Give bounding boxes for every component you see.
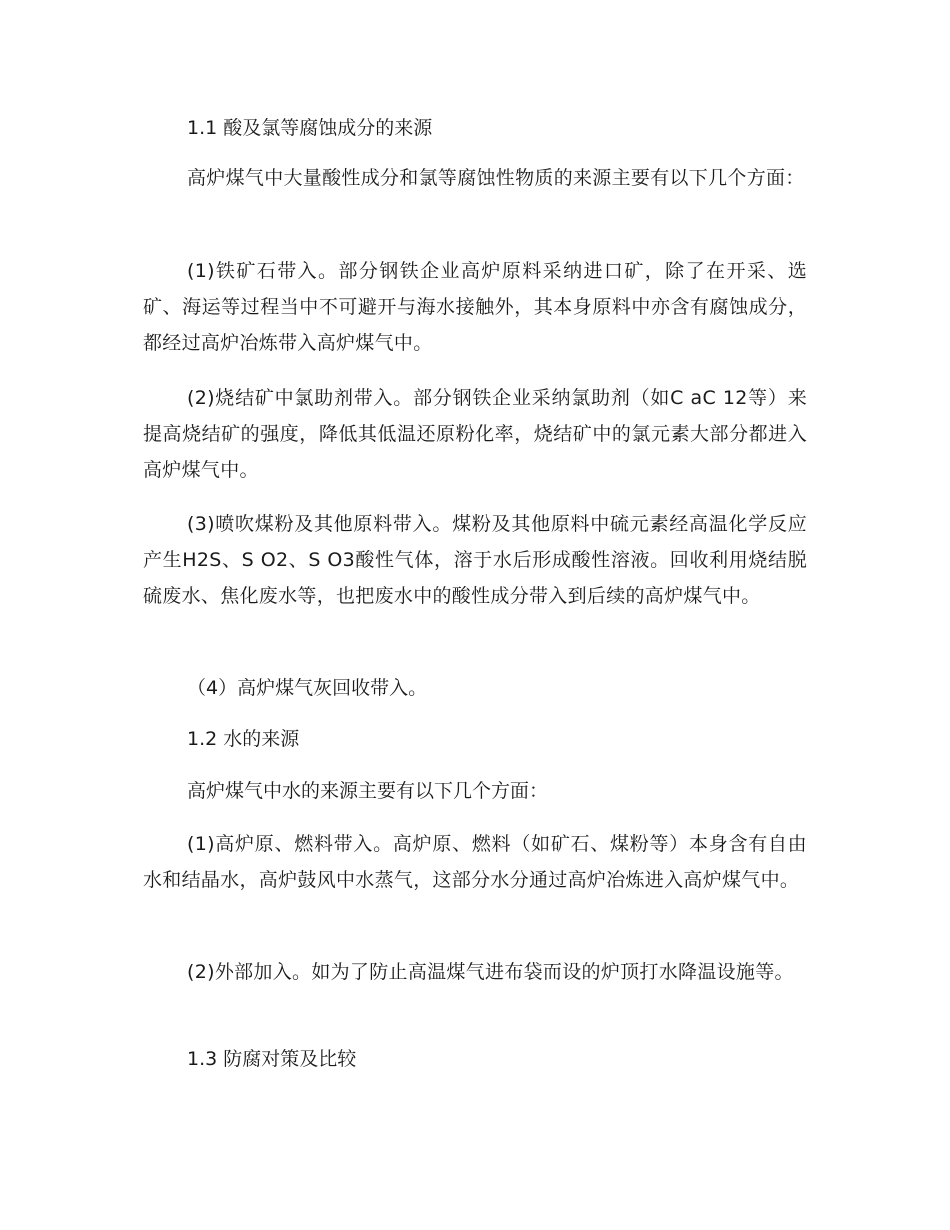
section-1-1-item-3-paragraph: (3)喷吹煤粉及其他原料带入。煤粉及其他原料中硫元素经高温化学反应产生H2S、S O2、S O3酸性气体，溶于水后形成酸性溶液。回收利用烧结脱硫废水、焦化废水等，也把废水中的酸性成分带入到后续的高炉煤气中。 <box>143 513 807 607</box>
section-1-3-heading: 1.3 防腐对策及比较 <box>187 1048 357 1070</box>
section-1-1-intro-paragraph: 高炉煤气中大量酸性成分和氯等腐蚀性物质的来源主要有以下几个方面： <box>187 167 805 189</box>
section-1-1-heading: 1.1 酸及氯等腐蚀成分的来源 <box>187 117 433 139</box>
section-1-2-intro-paragraph: 高炉煤气中水的来源主要有以下几个方面： <box>187 780 549 802</box>
section-1-1-item-1-paragraph: (1)铁矿石带入。部分钢铁企业高炉原料采纳进口矿，除了在开采、选矿、海运等过程当中不可避开与海水接触外，其本身原料中亦含有腐蚀成分，都经过高炉冶炼带入高炉煤气中。 <box>143 260 807 354</box>
section-1-1-item-2-paragraph: (2)烧结矿中氯助剂带入。部分钢铁企业采纳氯助剂（如C aC 12等）来提高烧结矿的强度，降低其低温还原粉化率，烧结矿中的氯元素大部分都进入高炉煤气中。 <box>143 387 807 481</box>
section-1-2-item-2-paragraph: (2)外部加入。如为了防止高温煤气进布袋而设的炉顶打水降温设施等。 <box>187 961 794 983</box>
section-1-1-item-4-paragraph: （4）高炉煤气灰回收带入。 <box>187 677 428 699</box>
section-1-2-heading: 1.2 水的来源 <box>187 728 300 750</box>
section-1-2-item-1-paragraph: (1)高炉原、燃料带入。高炉原、燃料（如矿石、煤粉等）本身含有自由水和结晶水，高炉鼓风中水蒸气，这部分水分通过高炉冶炼进入高炉煤气中。 <box>143 833 807 891</box>
